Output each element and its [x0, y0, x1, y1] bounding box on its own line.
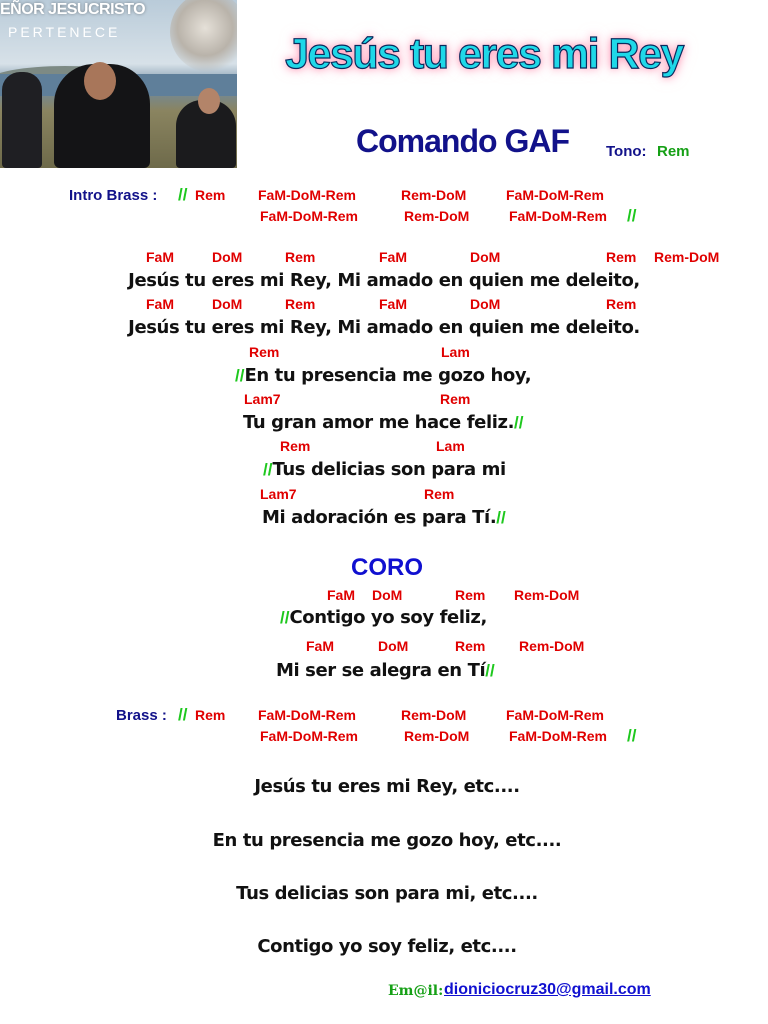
intro-chord: FaM-DoM-Rem — [506, 187, 604, 203]
repeat-line: Tus delicias son para mi, etc.... — [236, 883, 538, 904]
intro-slash-close: // — [627, 206, 637, 225]
lyric-line-row — [280, 607, 487, 628]
lyric-line-row — [276, 660, 495, 681]
lyric-line: Mi ser se alegra en Tí — [276, 660, 486, 681]
brass-chord: FaM-DoM-Rem — [506, 707, 604, 723]
verse-chord: FaM — [146, 296, 174, 312]
intro-chord: Rem-DoM — [401, 187, 467, 203]
chorus-chord: FaM — [306, 638, 334, 654]
verse-chord: Rem — [440, 391, 471, 407]
repeat-slash-open: // — [280, 608, 290, 627]
verse-chord: Lam — [441, 344, 470, 360]
lyric-line: Jesús tu eres mi Rey, Mi amado en quien me deleito, — [128, 270, 640, 291]
cover-text-line2: PERTENECE — [8, 24, 121, 40]
verse-chord: DoM — [212, 296, 243, 312]
repeat-slash-open: // — [235, 366, 245, 385]
intro-label: Intro Brass : — [69, 187, 158, 204]
repeat-slash-close: // — [496, 508, 506, 527]
key-label: Tono: — [606, 143, 647, 160]
repeat-slash-close: // — [514, 413, 524, 432]
lyric-line: Tu gran amor me hace feliz. — [243, 412, 515, 433]
repeat-slash-open: // — [263, 460, 273, 479]
verse-chord: Rem — [606, 249, 637, 265]
cover-text-line1: EÑOR JESUCRISTO — [0, 1, 146, 18]
verse-chord: Rem — [424, 486, 455, 502]
brass-label: Brass : — [116, 707, 167, 724]
email-link[interactable]: dioniciocruz30@gmail.com — [444, 981, 651, 998]
verse-chord: Lam — [436, 438, 465, 454]
lyric-line: Mi adoración es para Tí. — [262, 507, 497, 528]
repeat-line: Contigo yo soy feliz, etc.... — [257, 936, 517, 957]
intro-chord: Rem-DoM — [404, 208, 470, 224]
intro-slash-open: // — [178, 185, 188, 204]
verse-chord: FaM — [379, 296, 407, 312]
cover-person-center-face — [84, 62, 116, 100]
lyric-line: Tus delicias son para mi — [272, 459, 506, 480]
email-label: Em@il: — [388, 983, 444, 999]
verse-chord: Lam7 — [244, 391, 281, 407]
intro-chord: FaM-DoM-Rem — [258, 187, 356, 203]
brass-chord: FaM-DoM-Rem — [258, 707, 356, 723]
repeat-slash-close: // — [485, 661, 495, 680]
lyric-line: Contigo yo soy feliz, — [289, 607, 487, 628]
lyric-line: Jesús tu eres mi Rey, Mi amado en quien me deleito. — [128, 317, 640, 338]
chorus-chord: DoM — [372, 587, 403, 603]
lyric-line-row — [243, 412, 523, 433]
lyric-line-row — [262, 507, 506, 528]
brass-chord: Rem-DoM — [404, 728, 470, 744]
chorus-chord: Rem-DoM — [519, 638, 585, 654]
verse-chord: DoM — [470, 249, 501, 265]
verse-chord: DoM — [470, 296, 501, 312]
chorus-chord: Rem-DoM — [514, 587, 580, 603]
chorus-chord: FaM — [327, 587, 355, 603]
repeat-line: En tu presencia me gozo hoy, etc.... — [212, 830, 562, 851]
artist-name: Comando GAF — [356, 123, 569, 159]
cover-person-right-face — [198, 88, 220, 114]
cover-person-guitar — [2, 72, 42, 168]
intro-chord: Rem — [195, 187, 226, 203]
brass-chord: Rem-DoM — [401, 707, 467, 723]
verse-chord: FaM — [146, 249, 174, 265]
repeat-line: Jesús tu eres mi Rey, etc.... — [254, 776, 520, 797]
verse-chord: DoM — [212, 249, 243, 265]
verse-chord: Rem — [285, 296, 316, 312]
chorus-heading: CORO — [351, 554, 423, 581]
key-value: Rem — [657, 143, 690, 160]
verse-chord: Rem — [285, 249, 316, 265]
lyric-line-row — [235, 365, 531, 386]
verse-chord: Lam7 — [260, 486, 297, 502]
chorus-chord: Rem — [455, 638, 486, 654]
verse-chord: Rem — [280, 438, 311, 454]
intro-chord: FaM-DoM-Rem — [260, 208, 358, 224]
brass-chord: FaM-DoM-Rem — [509, 728, 607, 744]
brass-slash-open: // — [178, 705, 188, 724]
chorus-chord: DoM — [378, 638, 409, 654]
song-title: Jesús tu eres mi Rey — [285, 30, 683, 78]
verse-chord: FaM — [379, 249, 407, 265]
verse-chord: Rem — [249, 344, 280, 360]
verse-chord: Rem-DoM — [654, 249, 720, 265]
brass-chord: FaM-DoM-Rem — [260, 728, 358, 744]
lyric-line: En tu presencia me gozo hoy, — [244, 365, 532, 386]
brass-chord: Rem — [195, 707, 226, 723]
lyric-line-row — [263, 459, 506, 480]
album-cover-image — [0, 0, 237, 168]
chorus-chord: Rem — [455, 587, 486, 603]
verse-chord: Rem — [606, 296, 637, 312]
brass-slash-close: // — [627, 726, 637, 745]
intro-chord: FaM-DoM-Rem — [509, 208, 607, 224]
